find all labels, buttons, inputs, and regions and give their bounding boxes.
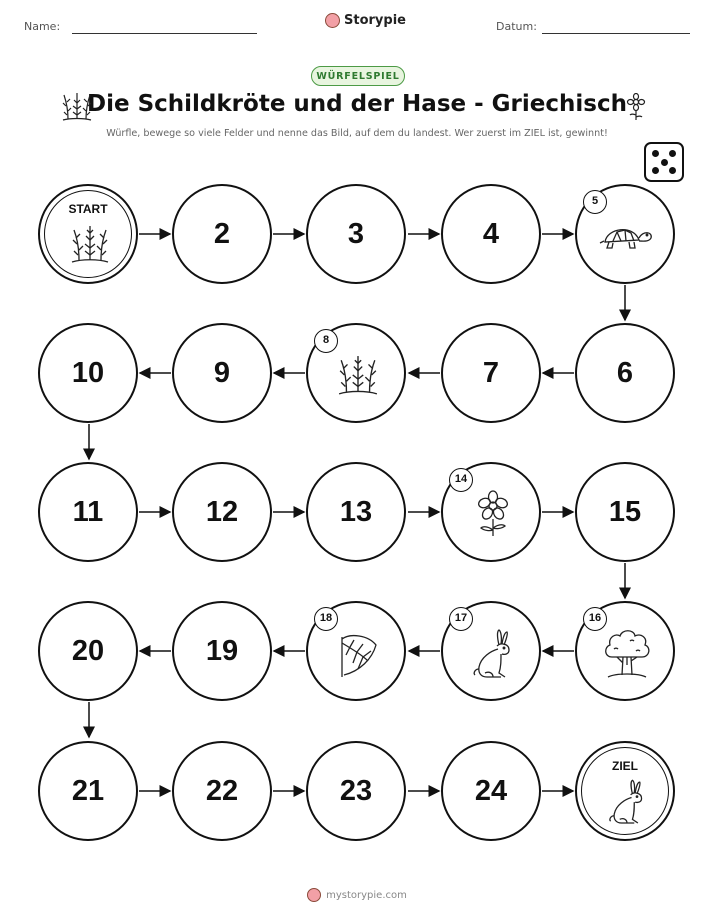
cell-4[interactable]: 4 (441, 184, 541, 284)
fern-icon (337, 353, 379, 399)
finish-label: ZIEL (612, 759, 638, 773)
cell-22[interactable]: 22 (172, 741, 272, 841)
date-label: Datum: (496, 20, 537, 33)
cell-7[interactable]: 7 (441, 323, 541, 423)
cell-start[interactable] (38, 184, 138, 284)
cell-2[interactable]: 2 (172, 184, 272, 284)
start-label: START (68, 202, 108, 216)
instructions: Würfle, bewege so viele Felder und nenne das Bild, auf dem du landest. Wer zuerst im ZIEL ist, gewinnt! (106, 128, 608, 139)
cell-13[interactable]: 13 (306, 462, 406, 562)
brand-name: Storypie (344, 13, 406, 28)
footer-url[interactable]: mystorypie.com (326, 889, 407, 901)
cell-18-number: 18 (314, 607, 338, 631)
cell-6[interactable]: 6 (575, 323, 675, 423)
cell-finish[interactable] (575, 741, 675, 841)
page-title: Die Schildkröte und der Hase - Griechisch (87, 91, 627, 117)
cell-11[interactable]: 11 (38, 462, 138, 562)
game-type-badge: WÜRFELSPIEL (311, 66, 405, 86)
cell-17-number: 17 (449, 607, 473, 631)
hare-icon (471, 629, 515, 681)
cell-16-number: 16 (583, 607, 607, 631)
cell-20[interactable]: 20 (38, 601, 138, 701)
cell-10[interactable]: 10 (38, 323, 138, 423)
name-label: Name: (24, 20, 61, 33)
storypie-logo-icon (307, 888, 321, 902)
cell-21[interactable]: 21 (38, 741, 138, 841)
leaf-icon (338, 631, 380, 679)
cell-12[interactable]: 12 (172, 462, 272, 562)
cell-9[interactable]: 9 (172, 323, 272, 423)
flower-icon (473, 490, 513, 538)
hare-icon (607, 779, 647, 827)
cell-5-number: 5 (583, 190, 607, 214)
cell-15[interactable]: 15 (575, 462, 675, 562)
cell-19[interactable]: 19 (172, 601, 272, 701)
footer (0, 888, 714, 902)
fern-icon (70, 224, 110, 266)
tree-icon (602, 627, 652, 681)
turtle-icon (599, 222, 655, 252)
cell-8-number: 8 (314, 329, 338, 353)
cell-24[interactable]: 24 (441, 741, 541, 841)
cell-14-number: 14 (449, 468, 473, 492)
cell-3[interactable]: 3 (306, 184, 406, 284)
cell-23[interactable]: 23 (306, 741, 406, 841)
